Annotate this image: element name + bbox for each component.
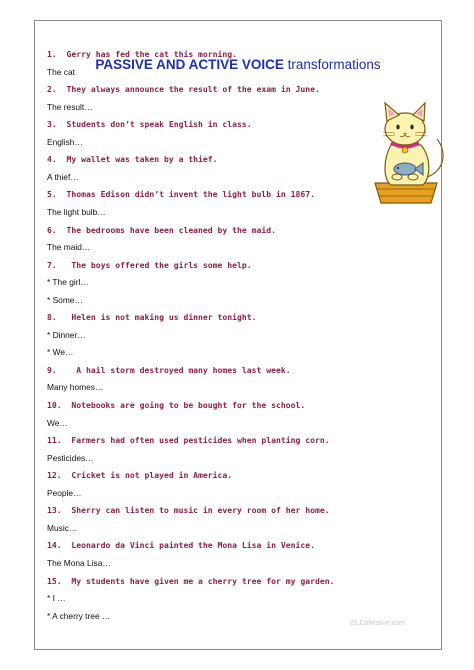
cat-icon bbox=[361, 99, 451, 207]
worksheet-page bbox=[34, 20, 442, 650]
watermark: iSLCollective.com bbox=[349, 620, 405, 627]
exercise-item: 3. Students don’t speak English in class. bbox=[47, 119, 252, 130]
answer-prompt: * Some… bbox=[47, 294, 83, 305]
answer-prompt: The cat bbox=[47, 66, 75, 77]
exercise-item: 14. Leonardo da Vinci painted the Mona Lisa in Venice. bbox=[47, 540, 316, 551]
exercise-item: 9. A hail storm destroyed many homes last week. bbox=[47, 364, 291, 375]
answer-prompt: The Mona Lisa… bbox=[47, 557, 111, 568]
title-rest: transformations bbox=[283, 57, 381, 72]
exercise-item: 8. Helen is not making us dinner tonight. bbox=[47, 312, 257, 323]
answer-prompt: * I … bbox=[47, 593, 66, 604]
exercise-item: 11. Farmers had often used pesticides when planting corn. bbox=[47, 435, 330, 446]
exercise-item: 1. Gerry has fed the cat this morning. bbox=[47, 49, 238, 59]
exercise-item: 12. Cricket is not played in America. bbox=[47, 470, 233, 481]
answer-prompt: English… bbox=[47, 136, 83, 147]
answer-prompt: The maid… bbox=[47, 242, 91, 253]
exercise-item: 5. Thomas Edison didn’t invent the light bulb in 1867. bbox=[47, 189, 316, 200]
exercise-item: 10. Notebooks are going to be bought for the school. bbox=[47, 400, 306, 410]
answer-prompt: We… bbox=[47, 417, 68, 428]
answer-prompt: A thief… bbox=[47, 171, 79, 182]
exercise-item: 7. The boys offered the girls some help. bbox=[47, 259, 252, 270]
answer-prompt: * A cherry tree … bbox=[47, 610, 111, 621]
title-main: PASSIVE AND ACTIVE VOICE bbox=[95, 57, 284, 72]
exercise-item: 15. My students have given me a cherry tree for my garden. bbox=[47, 575, 335, 586]
exercise-item: 4. My wallet was taken by a thief. bbox=[47, 154, 218, 165]
answer-prompt: The result… bbox=[47, 101, 93, 112]
answer-prompt: People… bbox=[47, 487, 82, 498]
answer-prompt: * Dinner… bbox=[47, 329, 86, 340]
answer-prompt: The light bulb… bbox=[47, 206, 106, 217]
answer-prompt: Many homes… bbox=[47, 382, 104, 393]
page-title bbox=[35, 57, 441, 72]
answer-prompt: * We… bbox=[47, 347, 74, 358]
exercise-item: 2. They always announce the result of the exam in June. bbox=[47, 84, 320, 95]
exercise-item: 13. Sherry can listen to music in every room of her home. bbox=[47, 505, 330, 516]
answer-prompt: Music… bbox=[47, 522, 78, 533]
answer-prompt: * The girl… bbox=[47, 277, 89, 288]
exercise-item: 6. The bedrooms have been cleaned by the maid. bbox=[47, 224, 277, 235]
answer-prompt: Pesticides… bbox=[47, 452, 94, 463]
